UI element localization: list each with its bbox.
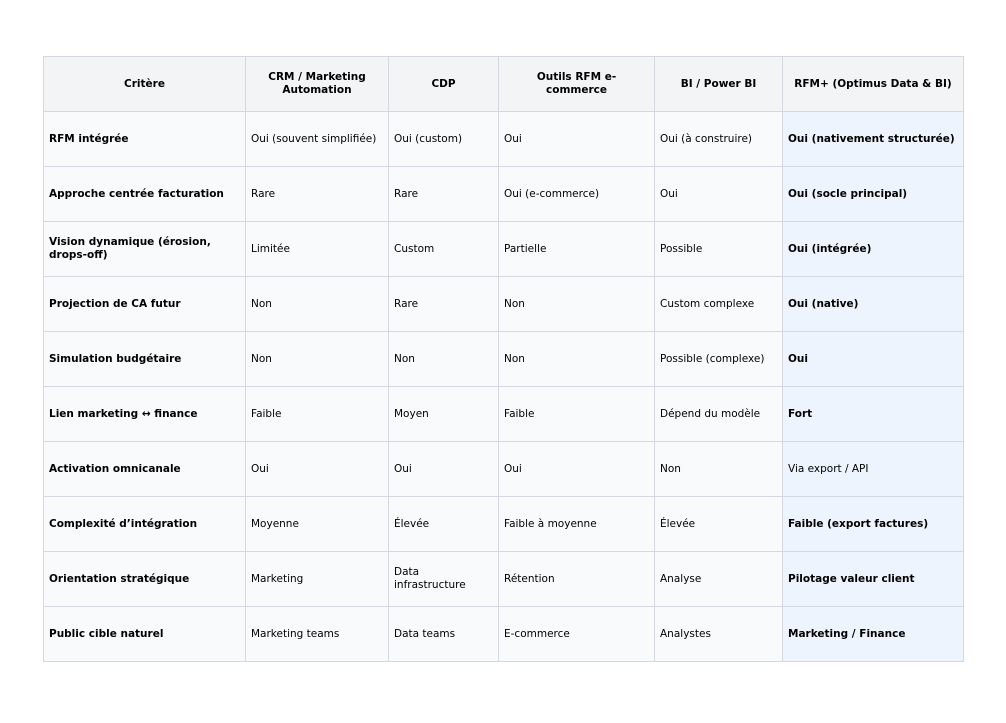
cdp-cell: Moyen	[389, 387, 499, 442]
bi-cell: Oui	[655, 167, 783, 222]
rfm-plus-cell: Fort	[783, 387, 964, 442]
comparison-table	[43, 56, 964, 662]
rfm-tools-cell: Oui (e-commerce)	[499, 167, 655, 222]
header-crm: CRM / Marketing Automation	[246, 57, 389, 112]
bi-cell: Custom complexe	[655, 277, 783, 332]
criterion-cell: Complexité d’intégration	[44, 497, 246, 552]
crm-cell: Moyenne	[246, 497, 389, 552]
rfm-tools-cell: Oui	[499, 112, 655, 167]
criterion-cell: Projection de CA futur	[44, 277, 246, 332]
rfm-plus-cell: Oui (nativement structurée)	[783, 112, 964, 167]
rfm-tools-cell: Non	[499, 332, 655, 387]
table-row	[44, 387, 964, 442]
bi-cell: Analyse	[655, 552, 783, 607]
table-row	[44, 167, 964, 222]
header-criterion: Critère	[44, 57, 246, 112]
criterion-cell: Activation omnicanale	[44, 442, 246, 497]
rfm-tools-cell: Faible à moyenne	[499, 497, 655, 552]
cdp-cell: Oui (custom)	[389, 112, 499, 167]
table-row	[44, 607, 964, 662]
header-cdp: CDP	[389, 57, 499, 112]
bi-cell: Dépend du modèle	[655, 387, 783, 442]
header-row	[44, 57, 964, 112]
rfm-plus-cell: Marketing / Finance	[783, 607, 964, 662]
bi-cell: Oui (à construire)	[655, 112, 783, 167]
rfm-tools-cell: Non	[499, 277, 655, 332]
rfm-plus-cell: Oui (socle principal)	[783, 167, 964, 222]
bi-cell: Possible	[655, 222, 783, 277]
header-bi: BI / Power BI	[655, 57, 783, 112]
cdp-cell: Custom	[389, 222, 499, 277]
crm-cell: Oui	[246, 442, 389, 497]
crm-cell: Rare	[246, 167, 389, 222]
table-body	[44, 112, 964, 662]
rfm-tools-cell: E-commerce	[499, 607, 655, 662]
criterion-cell: Orientation stratégique	[44, 552, 246, 607]
crm-cell: Marketing teams	[246, 607, 389, 662]
cdp-cell: Rare	[389, 167, 499, 222]
cdp-cell: Rare	[389, 277, 499, 332]
rfm-tools-cell: Oui	[499, 442, 655, 497]
criterion-cell: Vision dynamique (érosion, drops-off)	[44, 222, 246, 277]
table-row	[44, 112, 964, 167]
table-row	[44, 277, 964, 332]
criterion-cell: Public cible naturel	[44, 607, 246, 662]
table-row	[44, 497, 964, 552]
rfm-plus-cell: Pilotage valeur client	[783, 552, 964, 607]
table-row	[44, 442, 964, 497]
rfm-tools-cell: Faible	[499, 387, 655, 442]
cdp-cell: Élevée	[389, 497, 499, 552]
cdp-cell: Data teams	[389, 607, 499, 662]
rfm-tools-cell: Partielle	[499, 222, 655, 277]
bi-cell: Élevée	[655, 497, 783, 552]
header-rfm-plus: RFM+ (Optimus Data & BI)	[783, 57, 964, 112]
table-header	[44, 57, 964, 112]
crm-cell: Marketing	[246, 552, 389, 607]
table-row	[44, 552, 964, 607]
criterion-cell: RFM intégrée	[44, 112, 246, 167]
rfm-tools-cell: Rétention	[499, 552, 655, 607]
rfm-plus-cell: Oui	[783, 332, 964, 387]
rfm-plus-cell: Faible (export factures)	[783, 497, 964, 552]
crm-cell: Limitée	[246, 222, 389, 277]
cdp-cell: Oui	[389, 442, 499, 497]
cdp-cell: Non	[389, 332, 499, 387]
bi-cell: Possible (complexe)	[655, 332, 783, 387]
rfm-plus-cell: Oui (native)	[783, 277, 964, 332]
comparison-table-container	[43, 56, 964, 662]
table-row	[44, 222, 964, 277]
crm-cell: Faible	[246, 387, 389, 442]
bi-cell: Analystes	[655, 607, 783, 662]
crm-cell: Non	[246, 332, 389, 387]
header-rfm-tools: Outils RFM e-commerce	[499, 57, 655, 112]
crm-cell: Non	[246, 277, 389, 332]
cdp-cell: Data infrastructure	[389, 552, 499, 607]
rfm-plus-cell: Oui (intégrée)	[783, 222, 964, 277]
bi-cell: Non	[655, 442, 783, 497]
criterion-cell: Lien marketing ↔ finance	[44, 387, 246, 442]
criterion-cell: Simulation budgétaire	[44, 332, 246, 387]
rfm-plus-cell: Via export / API	[783, 442, 964, 497]
criterion-cell: Approche centrée facturation	[44, 167, 246, 222]
table-row	[44, 332, 964, 387]
crm-cell: Oui (souvent simplifiée)	[246, 112, 389, 167]
